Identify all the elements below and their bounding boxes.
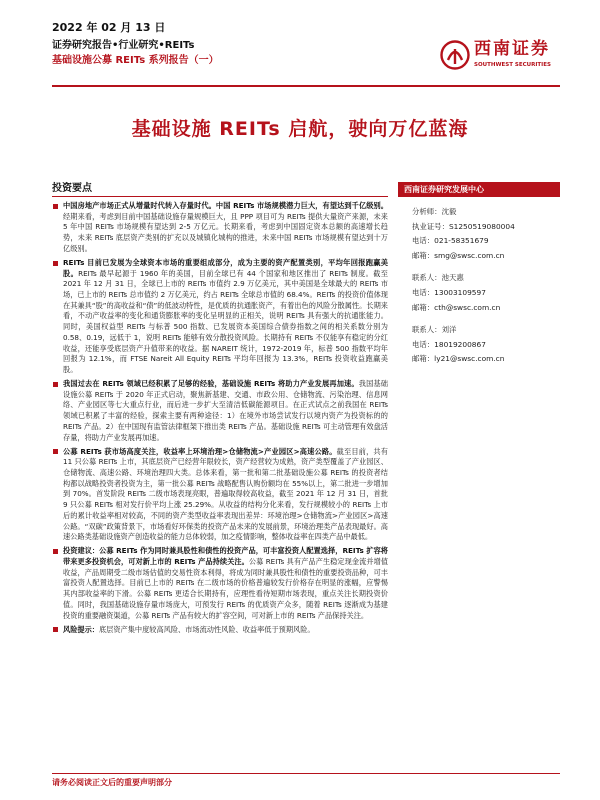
paragraph-lead: REITs 目前已发展为全球资本市场的重要组成部分，成为主要的资产配置类别，平均年回报跑赢美股。 — [63, 257, 388, 278]
summary-paragraph-6 — [52, 625, 388, 636]
sidebar-heading: 西南证券研究发展中心 — [398, 182, 560, 197]
bullet-square-icon — [53, 382, 58, 387]
analyst-block-1 — [398, 205, 560, 263]
summary-paragraph-1 — [52, 201, 388, 255]
footer-divider — [52, 773, 560, 774]
paragraph-lead: 我国过去在 REITs 领域已经积累了足够的经验，基础设施 REITs 将助力产业发展再加速。 — [63, 379, 359, 389]
logo-name-cn: 西南证券 — [474, 39, 550, 59]
contact-phone: 电话：18019200867 — [412, 339, 486, 349]
summary-paragraph-2 — [52, 258, 388, 376]
bullet-square-icon — [53, 204, 58, 209]
contact-phone: 电话：13003109597 — [412, 287, 486, 297]
header-divider — [52, 85, 560, 87]
paragraph-lead: 风险提示： — [63, 624, 99, 634]
bullet-square-icon — [53, 627, 58, 632]
bullet-square-icon — [53, 549, 58, 554]
analyst-email: 邮箱：smg@swsc.com.cn — [412, 250, 505, 260]
analyst-phone: 电话：021-58351679 — [412, 236, 489, 246]
swsc-logo-icon — [440, 40, 470, 70]
contact-name: 联系人：刘洋 — [412, 325, 457, 335]
analyst-sidebar — [398, 182, 560, 367]
summary-paragraph-5 — [52, 546, 388, 621]
summary-paragraph-3 — [52, 379, 388, 443]
paragraph-body: 截至目前，共有 11 只公募 REITs 上市，其底层资产已经营年限较长，资产经营较为成熟，资产类型覆盖了产业园区、仓储物流、高速公路、环境治理四大类。总体来看，第一批和第二批基础设施公募 REITs 的投资者结构都以战略投资者投资为主，第一批公募 REITs 战略配售认购份额均在 55%以上，第二批进一步增加到 70%。首发阶段 REITs 二级市场表现亮眼，普遍取得较高收益，截至 2021 年 12 月 31 日，首批 9 只公募 REITs 相对发行价平均上涨 25.29%。从收益的结构分化来看，发行规模较小的 REITs 上市后的累计收益率相对较高，不同的资产类型收益率表现出差异：环境治理>仓储物流>产业园区>高速公路。“双碳”政策背景下，市场看好环保类的投资产品未来的发展前景，环境治理类产品表现最好。高速公路类基础设施资产创造收益的能力总体较弱，加之疫情影响，整体收益率在四类产品中最低。 — [63, 446, 388, 542]
paragraph-body: 底层资产集中度较高风险、市场流动性风险、收益率低于预期风险。 — [98, 624, 315, 634]
company-logo — [440, 34, 560, 78]
paragraph-body: 公募 REITs 具有产品产生稳定现金流并增值收益，产品周期受二级市场估值的交易性资本利得，将成为同时兼具股性和债性的重要投资品种，可丰富投资人配置选择。目前已上市的 REITs 在二级市场的价格普遍较发行价格存在明显的涨幅，应警惕其内部收益率的下滑。公募 REITs 更适合长期持有，应理性看待短期市场表现，重点关注长期投资价值。同时，我国基础设施存量市场庞大，可预发行 REITs 的优质资产众多，随着 REITs 逐渐成为基建投资的重要融资渠道，公募 REITs 产品有较大的扩容空间，可对新上市的 REITs 产品保持关注。 — [63, 557, 389, 620]
paragraph-lead: 公募 REITs 获市场高度关注，收益率上环境治理>仓储物流>产业园区>高速公路。 — [63, 446, 337, 456]
summary-body — [52, 201, 388, 639]
logo-name-en: SOUTHWEST SECURITIES — [474, 62, 551, 68]
paragraph-lead: 中国房地产市场正式从增量时代转入存量时代。中国 REITs 市场规模潜力巨大，有望达到千亿级别。 — [63, 201, 388, 210]
paragraph-body: REITs 最早起源于 1960 年的美国，目前全球已有 44 个国家和地区推出了 REITs 制度。截至 2021 年 12 月 31 日，全球已上市的 REITs 市值约 2.9 万亿美元，其中美国是全球最大的 REITs 市场，已上市的 REITs 总市值约 2 万亿美元，约占 REITs 全球总市值的 68.4%。REITs 的投资价值体现在其兼具“股”的高收益和“债”的低波动特性，是优质的抗通胀资产，有着出色的风险分散属性。长期来看，不动产收益率的变化和通货膨胀率的变化呈明显的正相关，说明 REITs 具有强大的抗通胀能力。同时，美国权益型 REITs 与标普 500 指数、已发展资本美国综合债券指数之间的相关系数分别为 0.58、0.19，远低于 1，说明 REITs 能够有效分散投资风险。长期持有 REITs 不仅能享有稳定的分红收益，还能享受底层资产升值带来的收益。据 NAREIT 统计，1972-2019 年，标普 500 指数平均年回报为 12.1%，而 FTSE Nareit All Equity REITs 平均年回报为 13.3%，REITs 投资收益跑赢美股。 — [63, 268, 388, 374]
analyst-cert: 执业证号：S1250519080004 — [412, 221, 515, 231]
contact-email: 邮箱：ly21@swsc.com.cn — [412, 354, 505, 364]
contact-email: 邮箱：cth@swsc.com.cn — [412, 302, 501, 312]
report-series: 基础设施公募 REITs 系列报告（一） — [52, 55, 219, 66]
report-header — [52, 20, 219, 68]
paragraph-body: 我国基础设施公募 REITs 于 2020 年正式启动，聚焦新基建、交通、市政公用、仓储物流、污染治理、信息网络、产业园区等七大重点行业，而后进一步扩大至清洁低碳能源项目。在正式试点之前我国在 REITs 领域已积累了丰富的经验，探索主要有两种途径：1）在境外市场尝试发行以境内资产为投资标的的 REITs 产品。2）在中国现有监管法律框架下推出类 REITs 产品。基础设施 REITs 可主动管理有效盘活存量，将助力产业发展再加速。 — [63, 379, 388, 442]
report-type: 证券研究报告•行业研究•REITs — [52, 40, 195, 51]
paragraph-lead: 投资建议：公募 REITs 作为同时兼具股性和债性的投资产品，可丰富投资人配置选择，REITs 扩容将带来更多投资机会，可对新上市的 REITs 产品持续关注。 — [63, 546, 388, 567]
summary-paragraph-4 — [52, 447, 388, 543]
analyst-block-2 — [398, 271, 560, 315]
report-title: 基础设施 REITs 启航，驶向万亿蓝海 — [131, 118, 469, 140]
summary-heading: 投资要点 — [52, 183, 92, 194]
report-date: 2022 年 02 月 13 日 — [52, 21, 166, 34]
footer-disclaimer: 请务必阅读正文后的重要声明部分 — [52, 778, 172, 787]
bullet-square-icon — [53, 449, 58, 454]
paragraph-body: 经期来看，考虑到目前中国基础设施存量规模巨大，且 PPP 项目可为 REITs 提供大量资产来源，未来 5 年中国 REITs 市场规模有望达到 2-5 万亿元。长期来看，考虑到中国固定资本总额的高速增长趋势，未来 REITs 底层资产类别的扩充以及城镇化城构的推进，未来中国 REITs 市场规模有望达到十万亿级别。 — [63, 211, 388, 253]
contact-name: 联系人：池天惠 — [412, 273, 464, 283]
summary-divider — [52, 196, 388, 197]
bullet-square-icon — [53, 261, 58, 266]
analyst-name: 分析师：沈毅 — [412, 207, 457, 216]
analyst-block-3 — [398, 323, 560, 367]
